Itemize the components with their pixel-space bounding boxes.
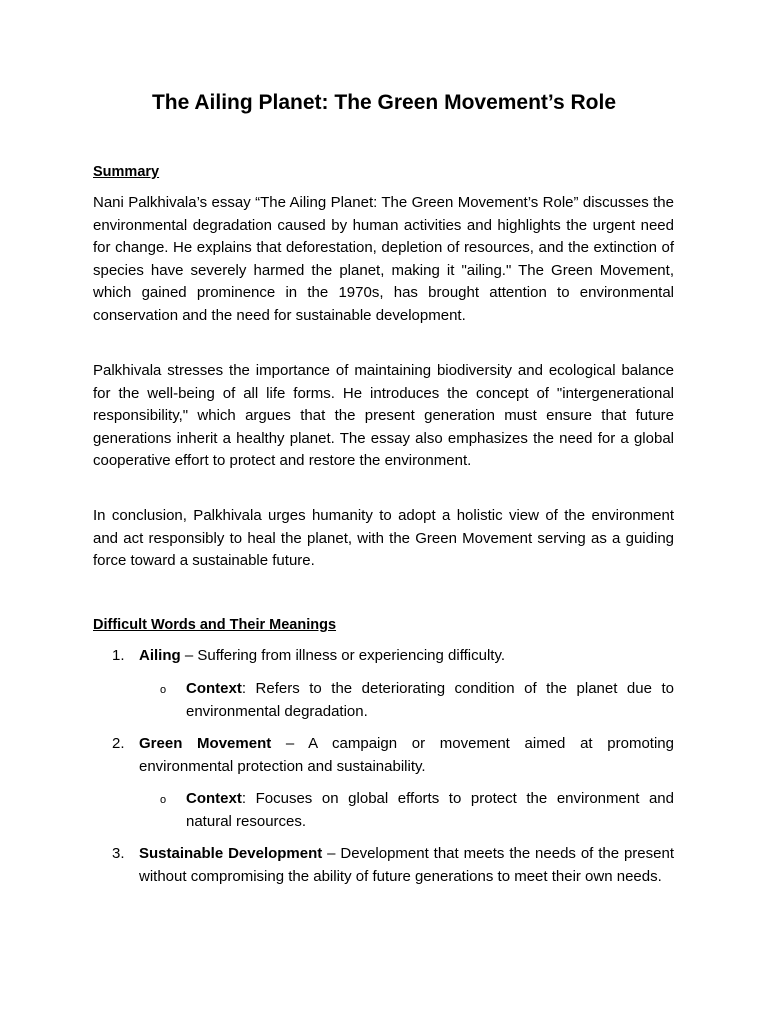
summary-paragraph-2: Palkhivala stresses the importance of maintaining biodiversity and ecological balance for the well-being of all life forms. He introduces the concept of "intergenerational responsibility," which argues that the present generation must ensure that future generations inherit a healthy planet. The essay also emphasizes the need for a global cooperative effort to protect and restore the environment. (93, 362, 674, 470)
definition: – A campaign or movement aimed at promoting environmental protection and sustainability. (139, 735, 674, 775)
context-text: : Focuses on global efforts to protect the environment and natural resources. (186, 790, 674, 830)
context-label: Context (186, 680, 242, 697)
context-note (186, 678, 674, 723)
bullet-icon: o (160, 794, 167, 806)
bullet-icon: o (160, 684, 167, 696)
difficult-words-heading: Difficult Words and Their Meanings (93, 617, 337, 633)
context-text: : Refers to the deteriorating condition of the planet due to environmental degradation. (186, 680, 674, 720)
list-item-definition (139, 645, 674, 668)
context-note (186, 788, 674, 833)
summary-heading: Summary (93, 164, 160, 180)
term: Green Movement (139, 735, 272, 752)
definition: – Development that meets the needs of the present without compromising the ability of future generations to meet their own needs. (139, 845, 674, 885)
page-title: The Ailing Planet: The Green Movement’s Role (151, 91, 617, 114)
term: Sustainable Development (139, 845, 323, 862)
term: Ailing (139, 647, 181, 664)
definition: – Suffering from illness or experiencing difficulty. (180, 647, 505, 664)
list-item-definition (139, 843, 674, 888)
list-item-number: 3. (112, 845, 125, 862)
summary-paragraph-1: Nani Palkhivala’s essay “The Ailing Planet: The Green Movement’s Role” discusses the environmental degradation caused by human activities and highlights the urgent need for change. He explains that deforestation, depletion of resources, and the extinction of species have severely harmed the planet, making it "ailing." The Green Movement, which gained prominence in the 1970s, has brought attention to environmental conservation and the need for sustainable development. (93, 194, 674, 324)
summary-paragraph-3: In conclusion, Palkhivala urges humanity to adopt a holistic view of the environment and act responsibly to heal the planet, with the Green Movement serving as a guiding force toward a sustainable future. (93, 507, 674, 570)
list-item-definition (139, 733, 674, 778)
list-item-number: 1. (112, 647, 125, 664)
context-label: Context (186, 790, 242, 807)
list-item-number: 2. (112, 735, 125, 752)
